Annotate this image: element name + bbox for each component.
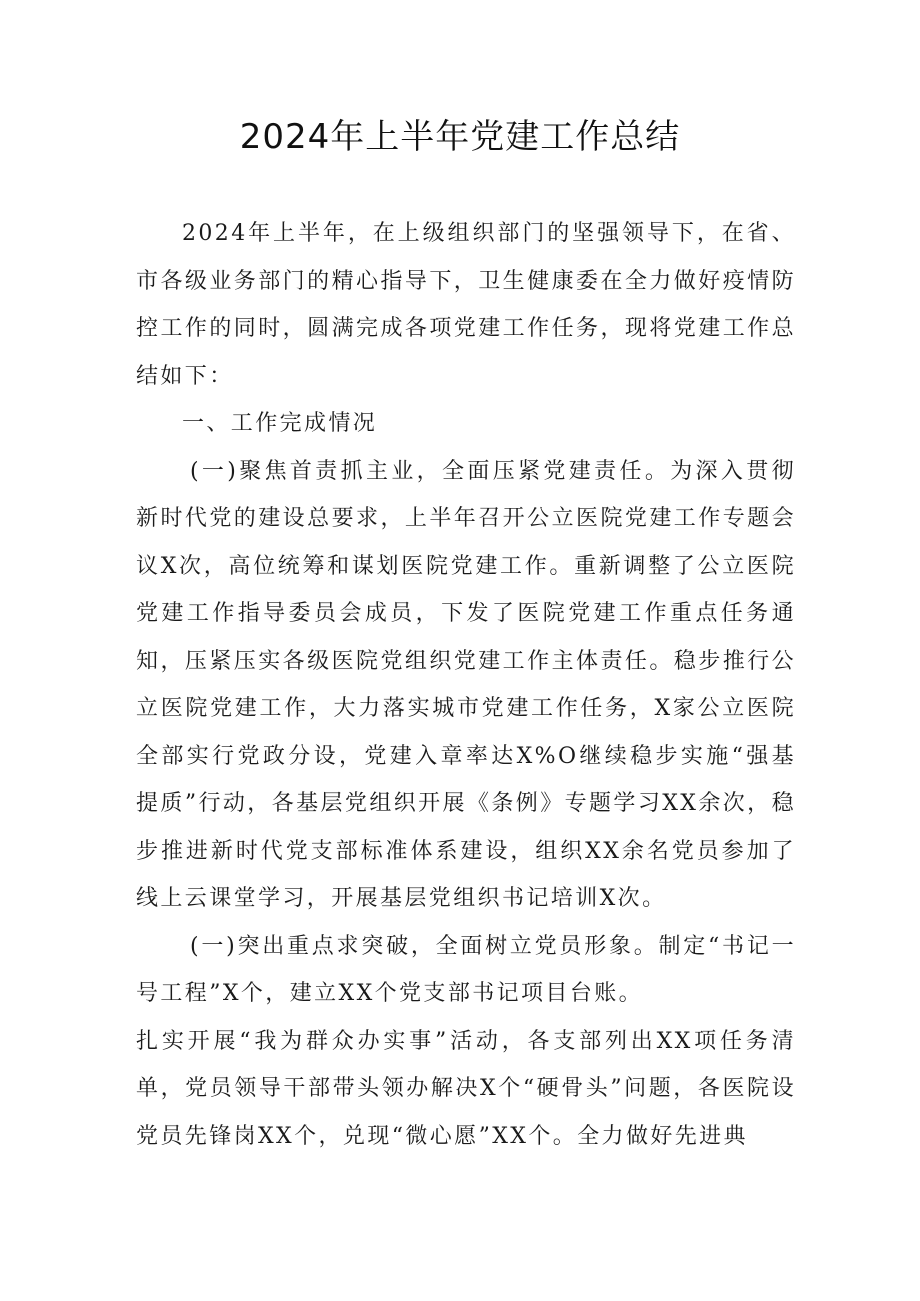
document-title: 2024年上半年党建工作总结 — [239, 117, 681, 157]
section-heading: 一、工作完成情况 — [182, 411, 378, 436]
intro-paragraph: 2024年上半年，在上级组织部门的坚强领导下，在省、市各级业务部门的精心指导下，卫生健康委在全力做好疫情防控工作的同时，圆满完成各项党建工作任务，现将党建工作总结如下： — [136, 221, 796, 389]
document-body — [136, 210, 796, 1160]
item-paragraph-2: (一)突出重点求突破，全面树立党员形象。制定“书记一号工程”X个，建立XX个党支部书记项目台账。 — [136, 933, 796, 1006]
item-paragraph-2-continued: 扎实开展“我为群众办实事”活动，各支部列出XX项任务清单，党员领导干部带头领办解决X个“硬骨头”问题，各医院设党员先锋岗XX个，兑现“微心愿”XX个。全力做好先进典 — [136, 1028, 796, 1149]
item-paragraph-1: (一)聚焦首责抓主业，全面压紧党建责任。为深入贯彻新时代党的建设总要求，上半年召开公立医院党建工作专题会议X次，高位统筹和谋划医院党建工作。重新调整了公立医院党建工作指导委员会成员，下发了医院党建工作重点任务通知，压紧压实各级医院党组织党建工作主体责任。稳步推行公立医院党建工作，大力落实城市党建工作任务，X家公立医院全部实行党政分设，党建入章率达X%O继续稳步实施“强基提质”行动，各基层党组织开展《条例》专题学习XX余次，稳步推进新时代党支部标准体系建设，组织XX余名党员参加了线上云课堂学习，开展基层党组织书记培训X次。 — [136, 458, 796, 911]
